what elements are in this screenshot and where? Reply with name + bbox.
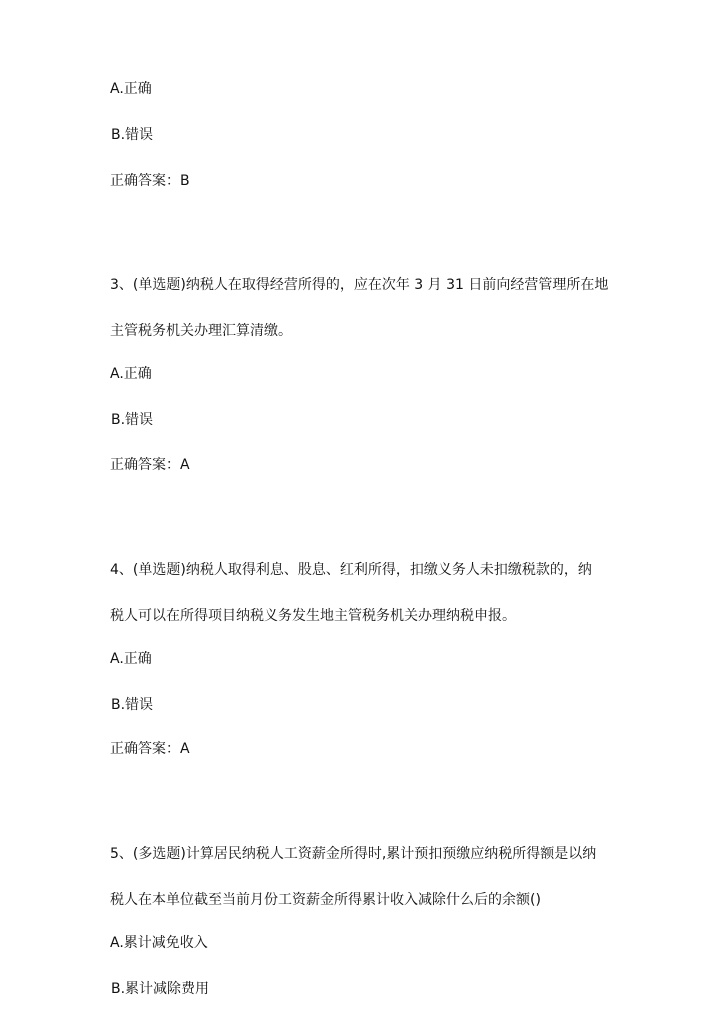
q4-answer: 正确答案：A (110, 741, 190, 757)
q5-option-a: A.累计减免收入 (110, 935, 208, 951)
q3-question-line1: 3、(单选题)纳税人在取得经营所得的，应在次年 3 月 31 日前向经营管理所在地 (110, 277, 609, 293)
q5-question-line2: 税人在本单位截至当前月份工资薪金所得累计收入减除什么后的余额() (110, 892, 541, 908)
q4-question-line1: 4、(单选题)纳税人取得利息、股息、红利所得，扣缴义务人未扣缴税款的，纳 (110, 562, 592, 578)
q5-option-b: B.累计减除费用 (111, 981, 210, 997)
q3-option-a: A.正确 (110, 366, 152, 382)
q5-question-line1: 5、(多选题)计算居民纳税人工资薪金所得时,累计预扣预缴应纳税所得额是以纳 (110, 846, 597, 862)
q4-option-b: B.错误 (111, 697, 154, 713)
q4-option-a: A.正确 (110, 651, 152, 667)
q4-question-line2: 税人可以在所得项目纳税义务发生地主管税务机关办理纳税申报。 (110, 608, 516, 624)
q2-answer: 正确答案：B (110, 173, 190, 189)
q3-option-b: B.错误 (111, 412, 154, 428)
q3-question-line2: 主管税务机关办理汇算清缴。 (110, 323, 292, 339)
q3-answer: 正确答案：A (110, 457, 190, 473)
q2-option-b: B.错误 (111, 127, 154, 143)
q2-option-a: A.正确 (110, 81, 152, 97)
